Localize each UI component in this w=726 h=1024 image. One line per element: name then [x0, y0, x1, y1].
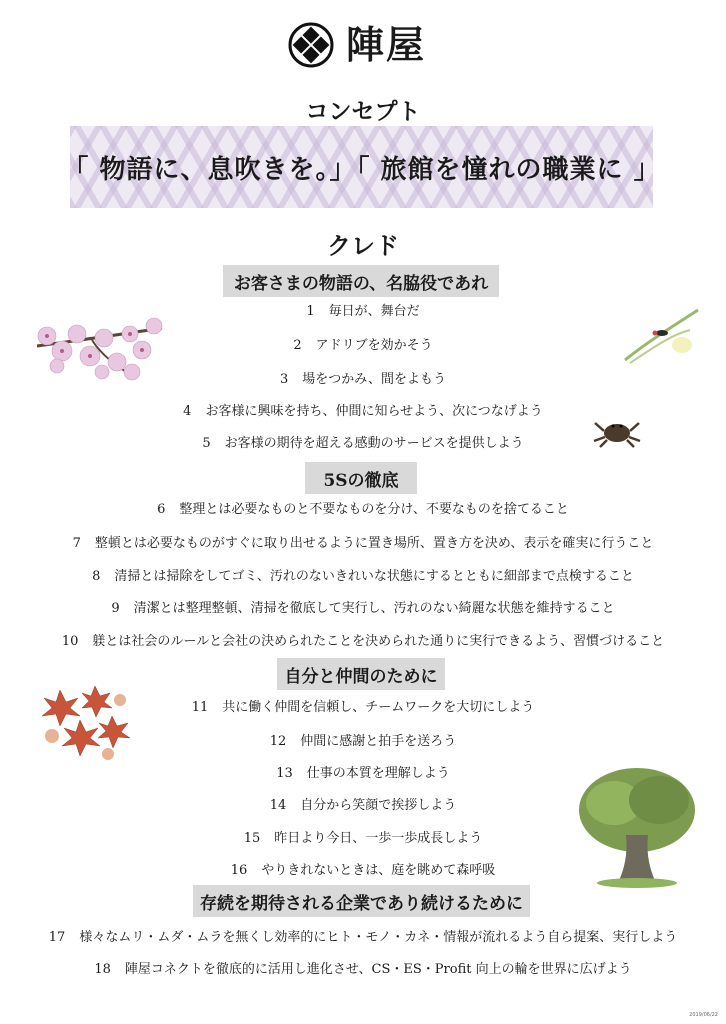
item-number: 9	[111, 601, 120, 616]
date-stamp: 2019/06/22	[689, 1012, 718, 1018]
item-text: 仲間に感謝と拍手を送ろう	[300, 734, 457, 749]
section-title: 自分と仲間のために	[277, 658, 445, 690]
cherry-blossom-icon	[32, 306, 167, 386]
item-number: 18	[94, 962, 111, 977]
item-number: 14	[269, 798, 287, 813]
item-text: 自分から笑顔で挨拶しよう	[300, 798, 457, 813]
item-number: 6	[157, 502, 166, 517]
item-number: 8	[92, 569, 101, 584]
credo-item	[0, 601, 726, 617]
item-text: 清潔とは整理整頓、清掃を徹底して実行し、汚れのない綺麗な状態を維持すること	[133, 601, 615, 616]
item-text: 共に働く仲間を信頼し、チームワークを大切にしよう	[222, 700, 535, 715]
tree-icon	[574, 765, 700, 889]
item-number: 13	[276, 766, 293, 781]
item-text: 陣屋コネクトを徹底的に活用し進化させ、CS・ES・Profit 向上の輪を世界に広げよう	[124, 962, 632, 977]
crab-icon	[592, 415, 642, 449]
concept-slogan: 「 物語に、息吹きを。」「 旅館を憧れの職業に 」	[62, 154, 661, 185]
item-text: 様々なムリ・ムダ・ムラを無くし効率的にヒト・モノ・カネ・情報が流れるよう自ら提案、実行しよう	[79, 930, 678, 945]
item-number: 1	[306, 304, 315, 319]
brand-logo	[288, 18, 438, 72]
item-text: やりきれないときは、庭を眺めて森呼吸	[261, 863, 496, 878]
credo-item	[0, 536, 726, 552]
item-number: 3	[279, 372, 289, 387]
item-text: 躾とは社会のルールと会社の決められたことを決められた通りに実行できるよう、習慣づけること	[92, 634, 665, 649]
item-text: お客様に興味を持ち、仲間に知らせよう、次につなげよう	[205, 404, 543, 419]
item-text: 整頓とは必要なものがすぐに取り出せるように置き場所、置き方を決め、表示を確実に行うこと	[94, 536, 654, 551]
concept-banner	[62, 126, 661, 208]
item-number: 15	[243, 831, 261, 846]
item-number: 5	[202, 436, 211, 451]
item-number: 7	[72, 536, 81, 551]
item-number: 11	[191, 700, 209, 715]
credo-item	[0, 502, 726, 518]
credo-item	[0, 569, 726, 585]
item-text: 昨日より今日、一歩一歩成長しよう	[274, 831, 483, 846]
family-crest-icon	[288, 22, 334, 68]
section-title: 存続を期待される企業であり続けるために	[193, 885, 530, 917]
maple-leaves-icon	[40, 680, 132, 762]
item-number: 4	[183, 404, 192, 419]
item-text: 清掃とは掃除をしてゴミ、汚れのないきれいな状態にするとともに細部まで点検すること	[114, 569, 634, 584]
credo-item	[0, 930, 726, 946]
item-number: 2	[293, 338, 302, 353]
item-text: 場をつかみ、間をよもう	[302, 372, 447, 387]
firefly-icon	[620, 305, 700, 365]
item-number: 12	[269, 734, 287, 749]
credo-item	[0, 962, 726, 978]
item-number: 16	[230, 863, 248, 878]
item-text: アドリブを効かそう	[315, 338, 433, 353]
item-text: 仕事の本質を理解しよう	[306, 766, 450, 781]
credo-item	[0, 634, 726, 650]
concept-heading: コンセプト	[305, 98, 421, 125]
section-title: 5Sの徹底	[305, 462, 417, 494]
item-text: お客様の期待を超える感動のサービスを提供しよう	[224, 436, 524, 451]
item-text: 整理とは必要なものと不要なものを分け、不要なものを捨てること	[179, 502, 569, 517]
section-title: お客さまの物語の、名脇役であれ	[223, 265, 499, 297]
item-text: 毎日が、舞台だ	[328, 304, 420, 319]
brand-name: 陣屋	[346, 22, 427, 67]
credo-heading: クレド	[327, 231, 399, 260]
item-number: 17	[48, 930, 66, 945]
item-number: 10	[61, 634, 79, 649]
